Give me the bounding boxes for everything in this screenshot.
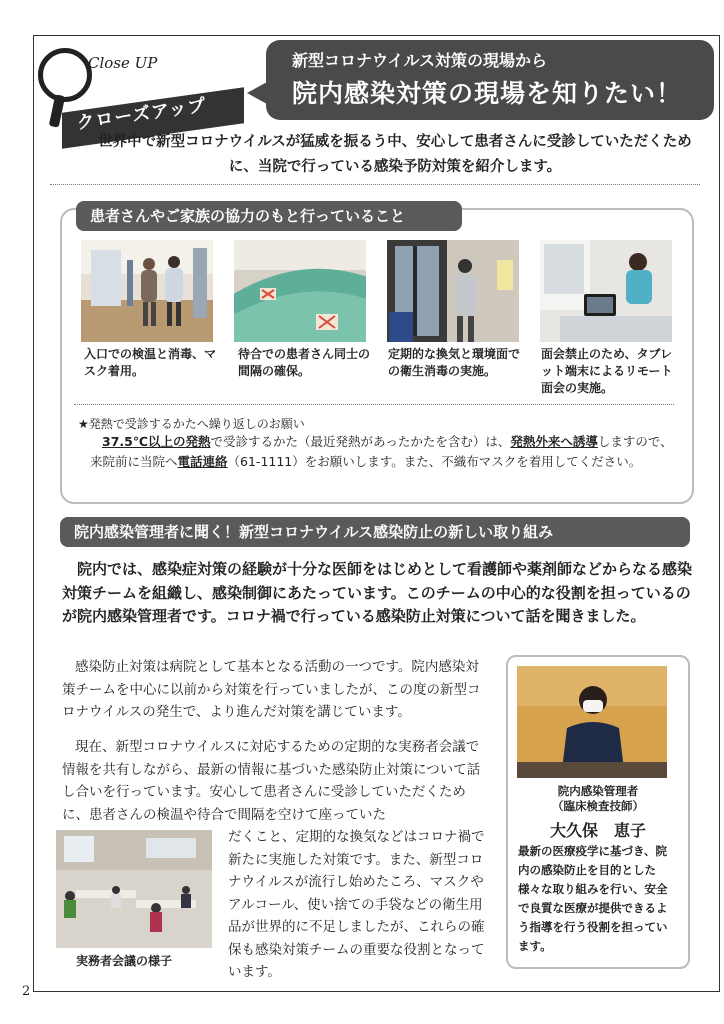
phone-contact: 電話連絡 bbox=[177, 454, 228, 469]
caption-entrance: 入口での検温と消毒、マスク着用。 bbox=[84, 347, 217, 378]
photo-manager bbox=[517, 666, 667, 778]
page-subtitle: 新型コロナウイルス対策の現場から bbox=[292, 51, 548, 70]
fever-outpatient-guidance: 発熱外来へ誘導 bbox=[510, 434, 598, 449]
tag-label: クローズアップ bbox=[75, 94, 208, 134]
profile-name: 大久保 恵子 bbox=[549, 821, 646, 840]
profile-role-block bbox=[506, 784, 690, 814]
notice-text: しますので、来院前に当院へ bbox=[90, 434, 673, 469]
paragraph-1 bbox=[62, 656, 490, 724]
paragraph-2-text: 現在、新型コロナウイルスに対応するための定期的な実務者会議で情報を共有しながら、最新の情報に基づいた感染防止対策について話し合いを行っています。安心して患者さんに受診していただくために、患者さんの検温や待合で間隔を空けて座っていた bbox=[62, 739, 481, 823]
photo-waiting-area bbox=[234, 240, 366, 342]
paragraph-1-text: 感染防止対策は病院として基本となる活動の一つです。院内感染対策チームを中心に以前から対策を行っていましたが、この度の新型コロナウイルスの発生で、より進んだ対策を講じています。 bbox=[62, 659, 481, 720]
intro-text: 世界中で新型コロナウイルスが猛威を振るう中、安心して患者さんに受診していただくために、当院で行っている感染予防対策を紹介します。 bbox=[98, 134, 692, 175]
divider bbox=[74, 404, 674, 405]
photo-entrance bbox=[81, 240, 213, 342]
cooperation-heading: 患者さんやご家族の協力のもと行っていること bbox=[76, 201, 462, 231]
title-pointer bbox=[247, 82, 267, 104]
caption-remote-visit: 面会禁止のため、タブレット端末によるリモート面会の実施。 bbox=[541, 347, 673, 395]
interview-lead-text: 院内では、感染症対策の経験が十分な医師をはじめとして看護師や薬剤師などからなる感染対策チームを組織し、感染制御にあたっています。このチームの中心的な役割を担っているのが院内感染管理者です。コロナ禍で行っている感染防止対策について話を聞きました。 bbox=[62, 560, 693, 625]
paragraph-3: だくこと、定期的な換気などはコロナ禍で新たに実施した対策です。また、新型コロナウイルスが流行し始めたころ、マスクやアルコール、使い捨ての手袋などの衛生用品が世界的に不足しましたが、これらの確保も感染対策チームの重要な役割となっています。 bbox=[228, 829, 485, 980]
divider bbox=[50, 184, 700, 185]
closeup-label: Close UP bbox=[88, 54, 158, 72]
fever-threshold: 37.5℃以上の発熱 bbox=[102, 434, 211, 449]
page-title: 院内感染対策の現場を知りたい！ bbox=[292, 79, 683, 108]
notice-text: （61-1111）をお願いします。また、不織布マスクを着用してください。 bbox=[227, 454, 642, 469]
profile-role: 院内感染管理者 bbox=[557, 784, 639, 798]
caption-waiting-area: 待合での患者さん同士の間隔の確保。 bbox=[238, 347, 371, 378]
fever-notice-body bbox=[90, 432, 680, 472]
photo-meeting bbox=[56, 830, 212, 948]
profile-role-sub: （臨床検査技師） bbox=[552, 799, 644, 813]
interview-heading: 院内感染管理者に聞く！新型コロナウイルス感染防止の新しい取り組み bbox=[60, 517, 690, 547]
photo-ventilation bbox=[387, 240, 519, 342]
page-number: 2 bbox=[22, 984, 31, 999]
profile-description: 最新の医療疫学に基づき、院内の感染防止を目的とした様々な取り組みを行い、安全で良質な医療が提供できるよう指導を行う役割を担っています。 bbox=[518, 844, 668, 953]
magnifier-icon bbox=[38, 48, 92, 102]
meeting-caption: 実務者会議の様子 bbox=[76, 954, 173, 968]
caption-ventilation: 定期的な換気と環境面での衛生消毒の実施。 bbox=[388, 347, 521, 378]
notice-text: で受診するかた（最近発熱があったかたを含む）は、 bbox=[210, 434, 511, 449]
interview-lead bbox=[62, 558, 692, 629]
photo-remote-visit bbox=[540, 240, 672, 342]
fever-notice-title: ★発熱で受診するかたへ繰り返しのお願い bbox=[78, 417, 305, 431]
paragraph-2 bbox=[62, 736, 490, 826]
